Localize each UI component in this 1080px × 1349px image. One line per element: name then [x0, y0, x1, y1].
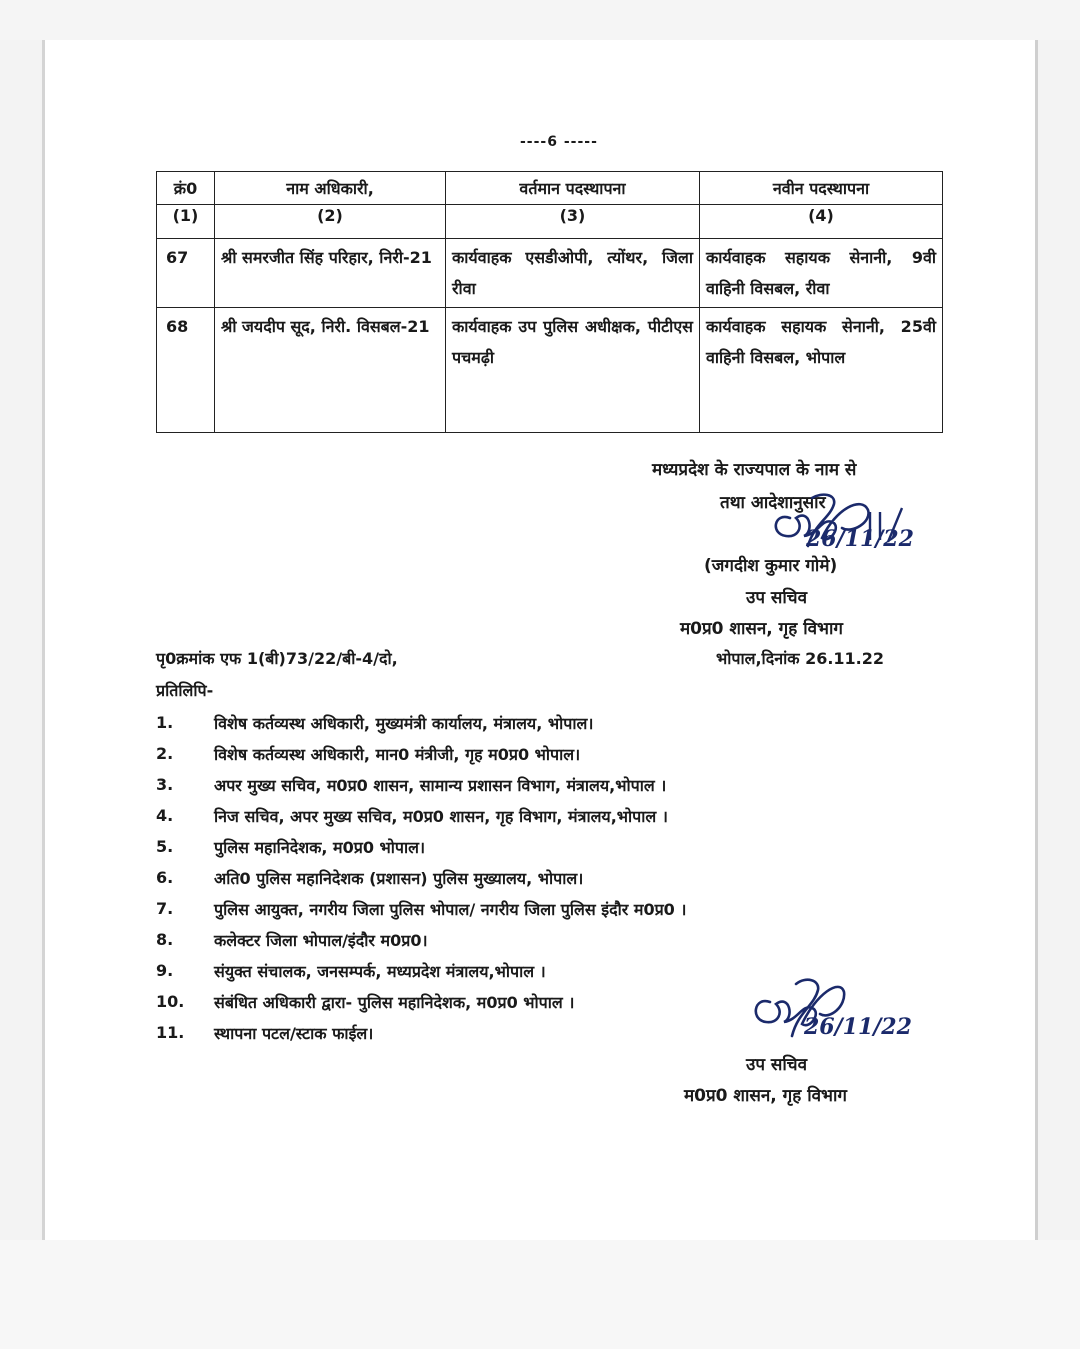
item-number: 7. — [156, 899, 174, 918]
item-text: निज सचिव, अपर मुख्य सचिव, म0प्र0 शासन, गृह विभाग, मंत्रालय,भोपाल । — [214, 806, 668, 826]
list-item — [156, 800, 686, 831]
item-text: संबंधित अधिकारी द्वारा- पुलिस महानिदेशक, म0प्र0 भोपाल । — [214, 992, 575, 1012]
copy-list — [156, 707, 686, 1048]
top-margin — [0, 0, 1080, 40]
cell-name: श्री जयदीप सूद, निरी. विसबल-21 — [215, 308, 446, 433]
endorsement-department: म0प्र0 शासन, गृह विभाग — [684, 1086, 847, 1106]
header-sno: क्रं0 — [157, 172, 215, 205]
item-number: 10. — [156, 992, 185, 1011]
bottom-margin — [0, 1240, 1080, 1349]
item-text: स्थापना पटल/स्टाक फाईल। — [214, 1023, 374, 1043]
cell-current-posting: कार्यवाहक उप पुलिस अधीक्षक, पीटीएस पचमढ़ी — [446, 308, 700, 433]
cell-current-posting: कार्यवाहक एसडीओपी, त्योंथर, जिला रीवा — [446, 239, 700, 308]
page-number: ----6 ----- — [520, 134, 598, 150]
item-number: 11. — [156, 1023, 185, 1042]
order-line: तथा आदेशानुसार — [720, 493, 826, 513]
signatory-department: म0प्र0 शासन, गृह विभाग — [680, 619, 843, 639]
item-text: अति0 पुलिस महानिदेशक (प्रशासन) पुलिस मुख्यालय, भोपाल। — [214, 868, 584, 888]
item-text: संयुक्त संचालक, जनसम्पर्क, मध्यप्रदेश मंत्रालय,भोपाल । — [214, 961, 546, 981]
table-row — [157, 239, 943, 308]
cell-new-posting: कार्यवाहक सहायक सेनानी, 25वी वाहिनी विसबल, भोपाल — [700, 308, 943, 433]
list-item — [156, 707, 686, 738]
signature-date: 26/11/22 — [806, 526, 914, 552]
table-row — [157, 308, 943, 433]
signatory-name: (जगदीश कुमार गोमे) — [704, 556, 838, 576]
item-number: 5. — [156, 837, 174, 856]
list-item — [156, 769, 686, 800]
item-text: अपर मुख्य सचिव, म0प्र0 शासन, सामान्य प्रशासन विभाग, मंत्रालय,भोपाल । — [214, 775, 667, 795]
item-text: विशेष कर्तव्यस्थ अधिकारी, मुख्यमंत्री कार्यालय, मंत्रालय, भोपाल। — [214, 713, 594, 733]
signatory-designation: उप सचिव — [746, 588, 808, 608]
header-name: नाम अधिकारी, — [215, 172, 446, 205]
item-number: 2. — [156, 744, 174, 763]
header-new-posting: नवीन पदस्थापना — [700, 172, 943, 205]
item-number: 8. — [156, 930, 174, 949]
endorsement-signature-date: 26/11/22 — [804, 1014, 912, 1040]
list-item — [156, 893, 686, 924]
reference-number: पृ0क्रमांक एफ 1(बी)73/22/बी-4/दो, — [156, 649, 398, 668]
cell-name: श्री समरजीत सिंह परिहार, निरी-21 — [215, 239, 446, 308]
item-text: पुलिस महानिदेशक, म0प्र0 भोपाल। — [214, 837, 426, 857]
copy-heading: प्रतिलिपि- — [156, 681, 214, 700]
column-number: (3) — [446, 205, 700, 239]
place-date: भोपाल,दिनांक 26.11.22 — [716, 649, 885, 668]
item-number: 1. — [156, 713, 174, 732]
list-item — [156, 831, 686, 862]
cell-sno: 68 — [157, 308, 215, 433]
item-number: 4. — [156, 806, 174, 825]
endorsement-designation: उप सचिव — [746, 1055, 808, 1075]
item-number: 9. — [156, 961, 174, 980]
list-item — [156, 955, 686, 986]
column-number: (4) — [700, 205, 943, 239]
governor-order-line: मध्यप्रदेश के राज्यपाल के नाम से — [652, 460, 857, 480]
table-header-row — [157, 172, 943, 205]
column-number: (2) — [215, 205, 446, 239]
list-item — [156, 986, 686, 1017]
header-current-posting: वर्तमान पदस्थापना — [446, 172, 700, 205]
item-text: कलेक्टर जिला भोपाल/इंदौर म0प्र0। — [214, 930, 428, 950]
column-number: (1) — [157, 205, 215, 239]
cell-new-posting: कार्यवाहक सहायक सेनानी, 9वी वाहिनी विसबल, रीवा — [700, 239, 943, 308]
item-number: 3. — [156, 775, 174, 794]
list-item — [156, 1017, 686, 1048]
transfer-table — [156, 171, 943, 433]
item-text: पुलिस आयुक्त, नगरीय जिला पुलिस भोपाल/ नगरीय जिला पुलिस इंदौर म0प्र0 । — [214, 899, 687, 919]
list-item — [156, 862, 686, 893]
list-item — [156, 738, 686, 769]
item-number: 6. — [156, 868, 174, 887]
item-text: विशेष कर्तव्यस्थ अधिकारी, मान0 मंत्रीजी, गृह म0प्र0 भोपाल। — [214, 744, 581, 764]
list-item — [156, 924, 686, 955]
cell-sno: 67 — [157, 239, 215, 308]
column-number-row — [157, 205, 943, 239]
